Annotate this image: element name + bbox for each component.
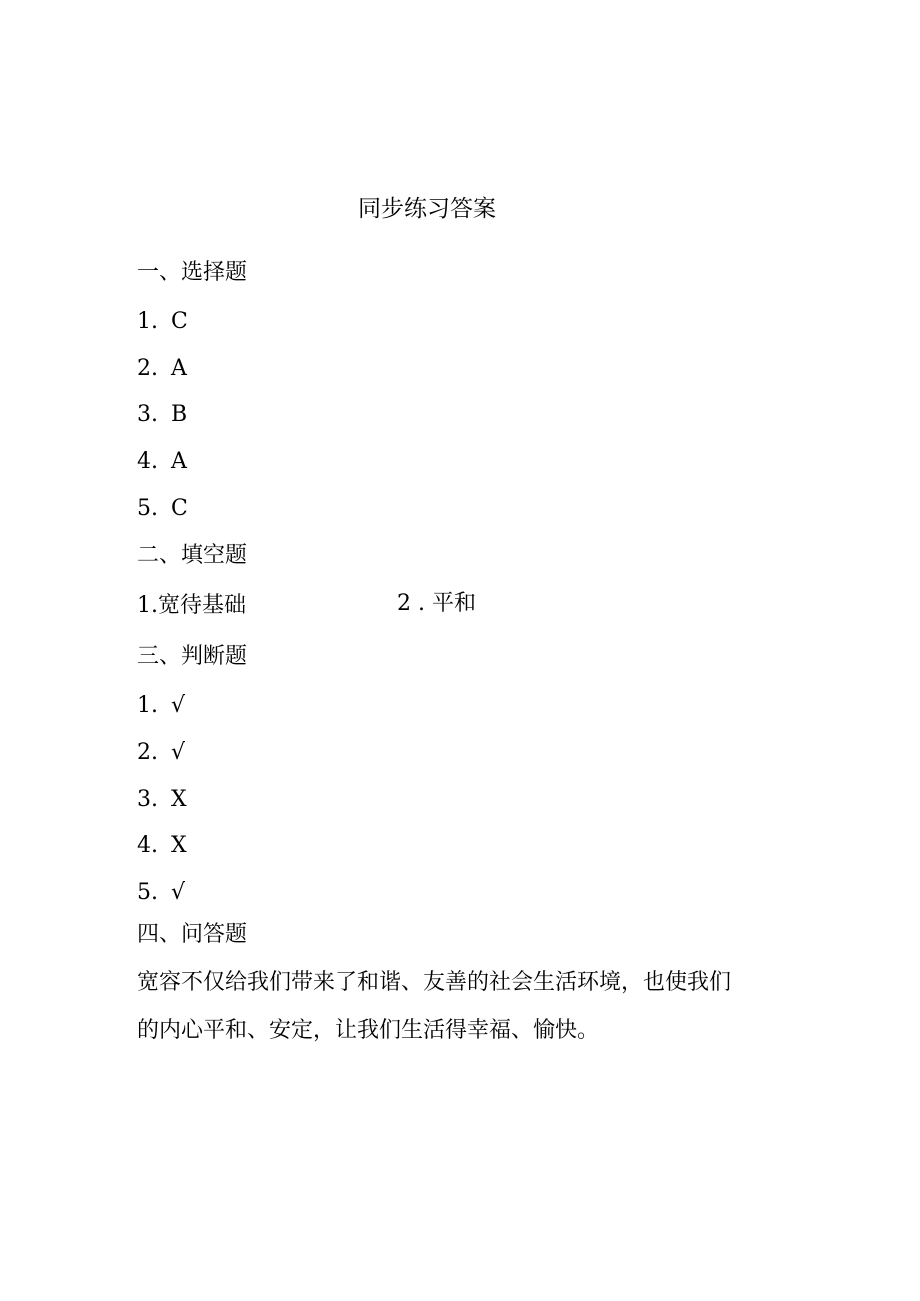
item-number: 1. <box>137 693 158 718</box>
item-number: 2. <box>137 356 158 381</box>
qa-answer-line-1: 宽容不仅给我们带来了和谐、友善的社会生活环境，也使我们 <box>137 970 732 995</box>
item-answer: X <box>171 787 187 812</box>
item-answer: √ <box>171 880 186 905</box>
item-answer: C <box>171 496 188 521</box>
list-item <box>137 448 187 476</box>
item-number: 4. <box>137 449 158 474</box>
qa-answer-line-2: 的内心平和、安定，让我们生活得幸福、愉快。 <box>137 1018 600 1043</box>
section-heading-choice: 一、选择题 <box>137 260 248 285</box>
item-number: 5. <box>137 880 158 905</box>
item-answer: X <box>171 833 187 858</box>
item-number: 1. <box>137 309 158 334</box>
list-item <box>137 308 188 336</box>
item-answer: √ <box>171 693 186 718</box>
list-item <box>137 401 187 429</box>
list-item <box>137 879 185 907</box>
fill-answer-1: 1.宽待基础 <box>137 593 246 618</box>
list-item <box>137 692 185 720</box>
item-number: 4. <box>137 833 158 858</box>
item-answer: A <box>171 356 187 381</box>
item-number: 5. <box>137 496 158 521</box>
list-item <box>137 786 187 814</box>
list-item <box>137 495 188 523</box>
item-answer: C <box>171 309 188 334</box>
fill-answer-2: 2 . 平和 <box>397 591 476 616</box>
item-answer: A <box>171 449 187 474</box>
list-item <box>137 355 187 383</box>
item-number: 2. <box>137 740 158 765</box>
item-answer: √ <box>171 740 186 765</box>
list-item <box>137 832 187 860</box>
section-heading-qa: 四、问答题 <box>137 922 248 947</box>
item-number: 3. <box>137 787 158 812</box>
section-heading-judge: 三、判断题 <box>137 644 248 669</box>
item-answer: B <box>171 402 188 427</box>
item-number: 3. <box>137 402 158 427</box>
section-heading-fill: 二、填空题 <box>137 543 248 568</box>
page-title: 同步练习答案 <box>358 196 496 222</box>
list-item <box>137 739 185 767</box>
